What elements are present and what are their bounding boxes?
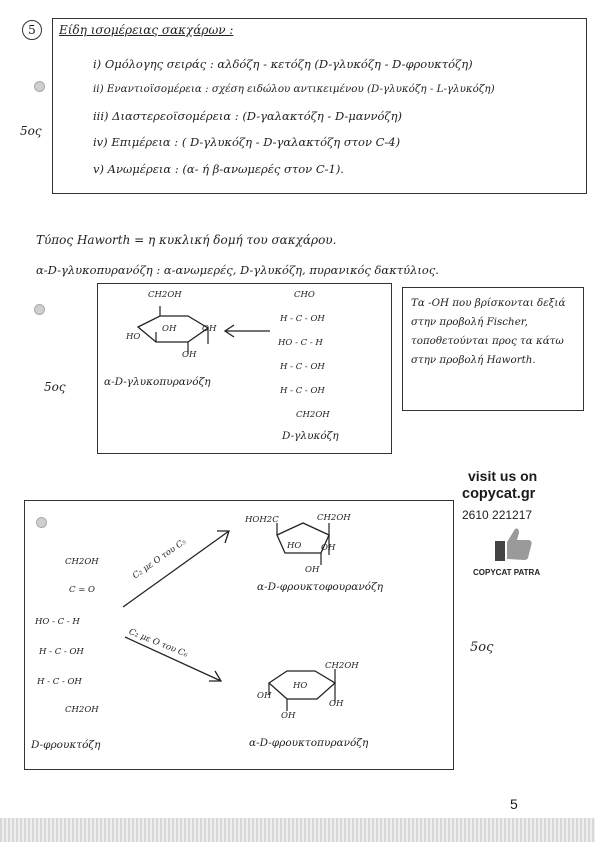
scan-edge	[0, 818, 595, 842]
pyranose-label: CH2OH	[325, 661, 359, 671]
isomerism-item: v) Ανωμέρεια : (α- ή β-ανωμερές στον C-1).	[93, 162, 344, 176]
pyranose-caption: α-D-φρουκτοπυρανόζη	[249, 737, 369, 749]
ad-line1: visit us on	[468, 468, 538, 484]
fructose-caption: D-φρουκτόζη	[31, 739, 101, 751]
thumbs-up-icon	[491, 525, 535, 565]
furanose-label: HOH2C	[245, 515, 279, 525]
isomerism-title: Είδη ισομέρειας σακχάρων :	[59, 23, 234, 37]
fischer-row: CH2OH	[65, 557, 99, 567]
fischer-projection	[278, 290, 358, 430]
isomerism-item: i) Ομόλογης σειράς : αλδόζη - κετόζη (D-γλυκόζη - D-φρουκτόζη)	[93, 57, 473, 71]
ring-label: HO	[126, 332, 141, 342]
margin-note: 5ος	[44, 380, 66, 394]
fischer-row: CHO	[294, 290, 315, 300]
fischer-row: H - C - OH	[39, 647, 84, 657]
furanose-label: OH	[305, 565, 320, 575]
furanose-label: OH	[321, 543, 336, 553]
fischer-row: H - C - OH	[280, 386, 325, 396]
haworth-example: α-D-γλυκοπυρανόζη : α-ανωμερές, D-γλυκόζη, πυρανικός δακτύλιος.	[36, 263, 439, 277]
furanose-label: CH2OH	[317, 513, 351, 523]
ad-line2: copycat.gr	[462, 486, 536, 502]
pyranose-label: OH	[281, 711, 296, 721]
ring-caption: α-D-γλυκοπυρανόζη	[104, 376, 211, 388]
arrow-label: C₂ με O του C₅	[131, 537, 189, 582]
haworth-note: Τα -OH που βρίσκονται δεξιά στην προβολή Fischer, τοποθετούνται προς τα κάτω στην προβολή Haworth.	[411, 297, 566, 366]
ad-brand: COPYCAT PATRA	[473, 568, 541, 577]
fischer-row: CH2OH	[65, 705, 99, 715]
fischer-caption: D-γλυκόζη	[282, 430, 339, 442]
isomerism-box	[52, 18, 587, 194]
arrow-up-right-icon	[117, 523, 237, 613]
isomerism-item: ii) Εναντιοϊσομέρεια : σχέση ειδώλου αντικειμένου (D-γλυκόζη - L-γλυκόζη)	[93, 83, 495, 95]
margin-note: 5ος	[470, 640, 494, 655]
ad-phone: 2610 221217	[462, 508, 533, 522]
punch-hole	[34, 81, 45, 92]
fischer-row: C = O	[69, 585, 95, 595]
haworth-definition: Τύπος Haworth = η κυκλική δομή του σακχάρου.	[36, 233, 337, 247]
isomerism-item: iii) Διαστερεοϊσομέρεια : (D-γαλακτόζη - D-μαννόζη)	[93, 109, 403, 123]
ring-label: OH	[182, 350, 197, 360]
arrow-left-icon	[222, 324, 272, 338]
furanose-label: HO	[287, 541, 302, 551]
furanose-caption: α-D-φρουκτοφουρανόζη	[257, 581, 384, 593]
fischer-row: CH2OH	[296, 410, 330, 420]
ring-label: CH2OH	[148, 290, 182, 300]
pyranose-label: OH	[329, 699, 344, 709]
margin-note: 5ος	[20, 124, 42, 138]
fischer-row: H - C - OH	[280, 314, 325, 324]
pyranose-label: HO	[293, 681, 308, 691]
ring-label: OH	[202, 324, 217, 334]
arrow-label: C₂ με O του C₆	[127, 627, 190, 660]
fructose-box	[24, 500, 454, 770]
pyranose-label: OH	[257, 691, 272, 701]
fischer-row: HO - C - H	[35, 617, 80, 627]
haworth-note-box	[402, 287, 584, 411]
ring-label: OH	[162, 324, 177, 334]
punch-hole	[34, 304, 45, 315]
haworth-box	[97, 283, 392, 454]
isomerism-item: iv) Επιμέρεια : ( D-γλυκόζη - D-γαλακτόζη στον C-4)	[93, 135, 401, 149]
fischer-row: H - C - OH	[280, 362, 325, 372]
fischer-row: HO - C - H	[278, 338, 323, 348]
page-number: 5	[510, 796, 518, 812]
fischer-row: H - C - OH	[37, 677, 82, 687]
section-number: 5	[22, 20, 42, 40]
